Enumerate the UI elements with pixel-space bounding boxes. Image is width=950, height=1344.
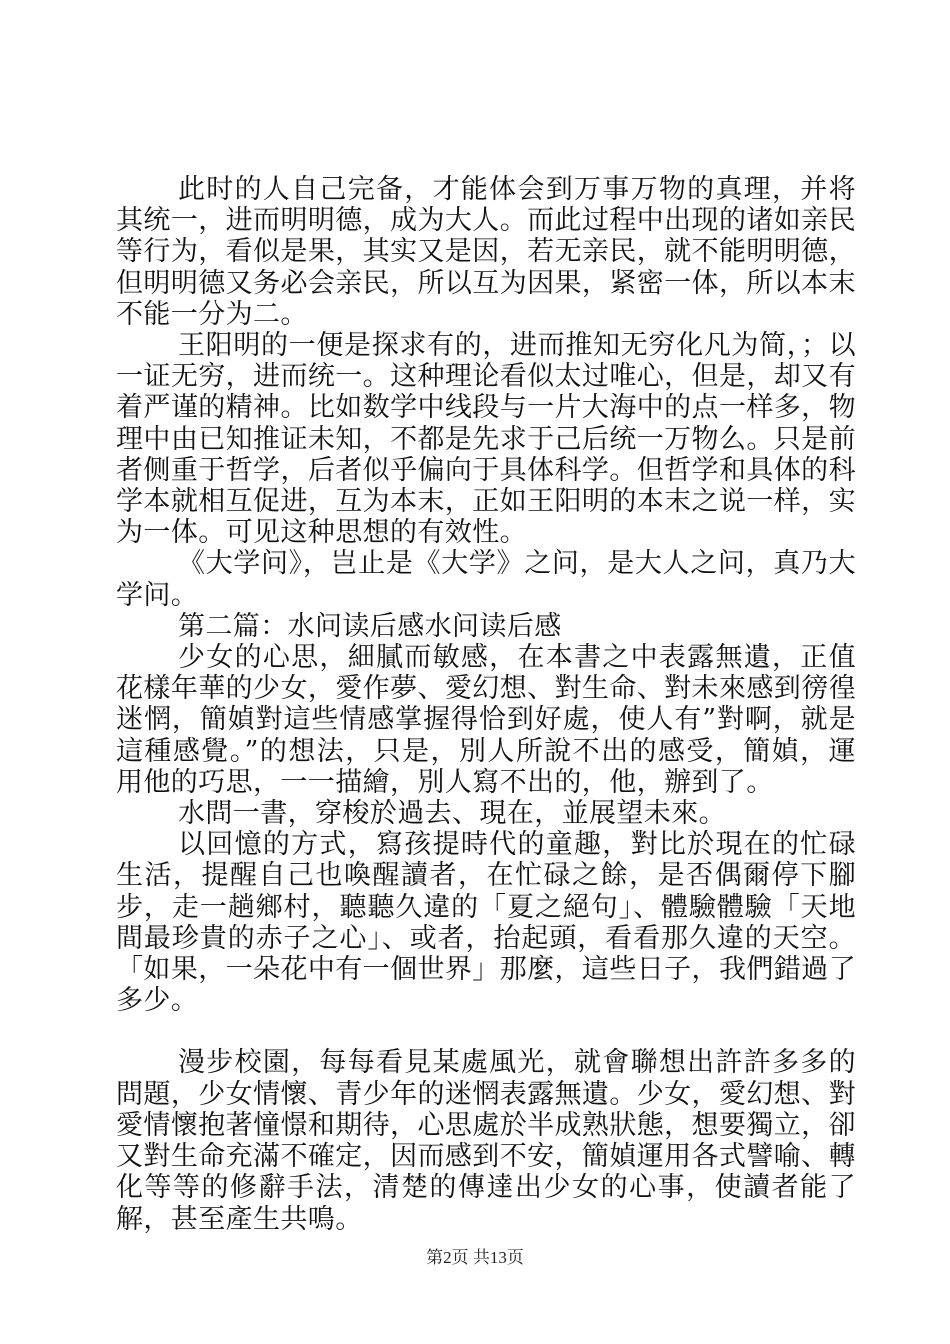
paragraph: 此时的人自己完备，才能体会到万事万物的真理，并将其统一，进而明明德，成为大人。而此过程中出现的诸如亲民等行为，看似是果，其实又是因，若无亲民，就不能明明德，但明明德又务必会亲民，所以互为因果，紧密一体，所以本末不能一分为二。 xyxy=(116,174,856,330)
paragraph: 《大学问》，岂止是《大学》之问，是大人之问，真乃大学问。 xyxy=(116,548,856,611)
paragraph: 少女的心思，細膩而敏感，在本書之中表露無遺，正值花樣年華的少女，愛作夢、愛幻想、對生命、對未來感到徬徨迷惘，簡媜對這些情感掌握得恰到好處，使人有”對啊，就是這種感覺。”的想法，只是，別人所說不出的感受，簡媜，運用他的巧思，一一描繪，別人寫不出的，他，辦到了。 xyxy=(116,642,856,798)
body-text xyxy=(116,174,856,1235)
paragraph: 漫步校園，每每看見某處風光，就會聯想出許許多多的問題，少女情懷、青少年的迷惘表露無遺。少女，愛幻想、對愛情懷抱著憧憬和期待，心思處於半成熟狀態，想要獨立，卻又對生命充滿不確定，因而感到不安，簡媜運用各式譬喻、轉化等等的修辭手法，清楚的傳達出少女的心事，使讀者能了解，甚至產生共鳴。 xyxy=(116,1047,856,1235)
section-heading: 第二篇：水问读后感水问读后感 xyxy=(178,610,562,642)
paragraph: 水問一書，穿梭於過去、現在，並展望未來。 xyxy=(178,798,726,830)
page-footer: 第2页 共13页 xyxy=(426,1248,524,1267)
paragraph: 以回憶的方式，寫孩提時代的童趣，對比於現在的忙碌生活，提醒自己也喚醒讀者，在忙碌之餘，是否偶爾停下腳步，走一趟鄉村，聽聽久違的「夏之絕句」、體驗體驗「天地間最珍貴的赤子之心」、或者，抬起頭，看看那久違的天空。「如果，一朵花中有一個世界」那麼，這些日子，我們錯過了多少。 xyxy=(116,829,856,1017)
paragraph: 王阳明的一便是探求有的，进而推知无穷化凡为简，；以一证无穷，进而统一。这种理论看似太过唯心，但是，却又有着严谨的精神。比如数学中线段与一片大海中的点一样多，物理中由已知推证未知，不都是先求于己后统一万物么。只是前者侧重于哲学，后者似乎偏向于具体科学。但哲学和具体的科学本就相互促进，互为本末，正如王阳明的本末之说一样，实为一体。可见这种思想的有效性。 xyxy=(116,330,856,549)
